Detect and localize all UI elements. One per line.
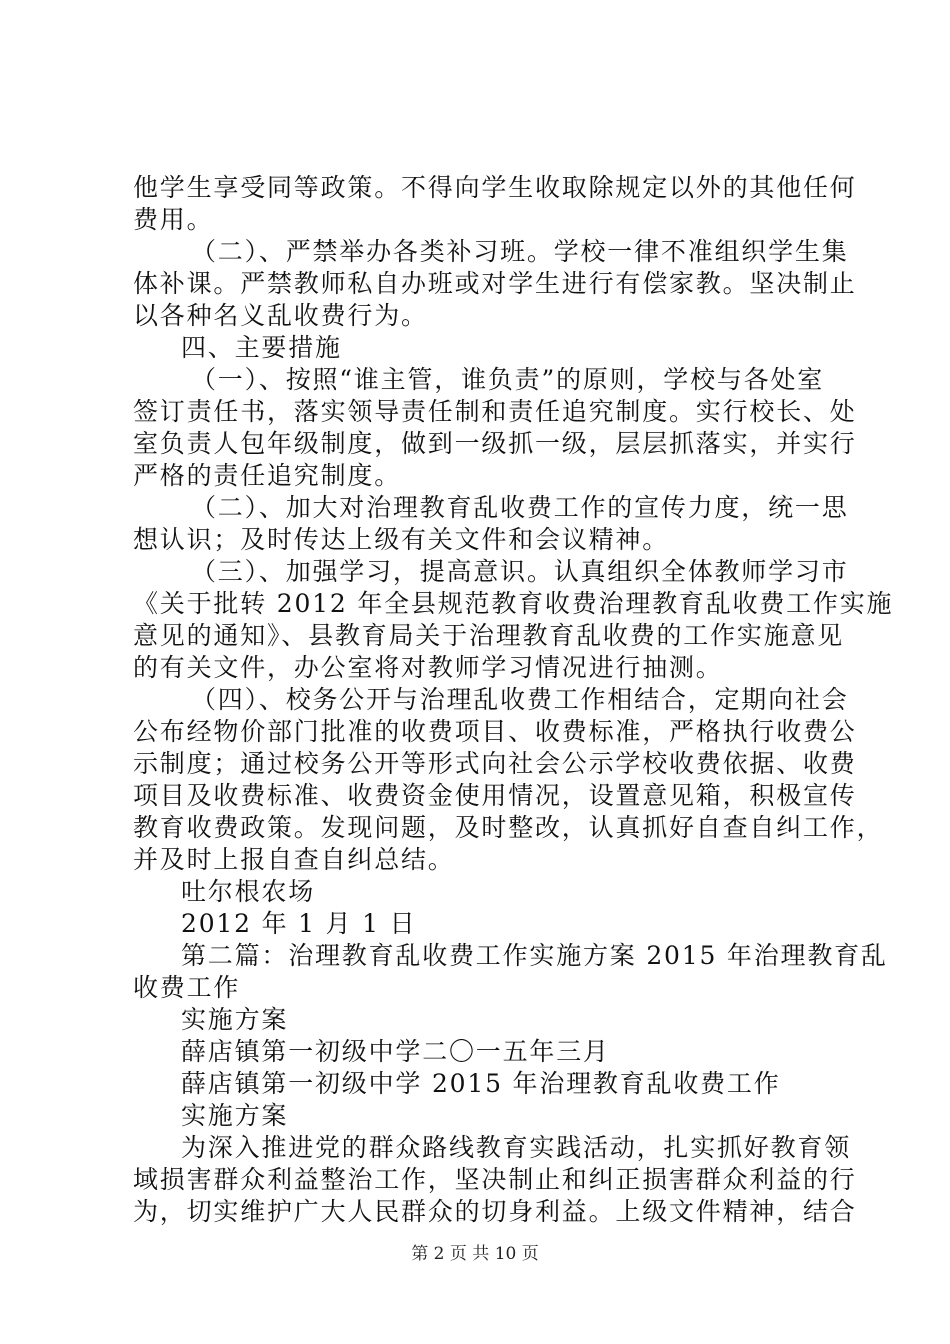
text-line: （二）、严禁举办各类补习班。学校一律不准组织学生集 — [191, 237, 849, 266]
text-line: 域损害群众利益整治工作，坚决制止和纠正损害群众利益的行 — [133, 1165, 857, 1194]
text-line: 《关于批转 2012 年全县规范教育收费治理教育乱收费工作实施 — [133, 589, 894, 618]
text-line: 意见的通知》、县教育局关于治理教育乱收费的工作实施意见 — [133, 621, 845, 650]
text-line: 收费工作 — [133, 973, 241, 1002]
text-line: 以各种名义乱收费行为。 — [133, 301, 428, 330]
text-line: 教育收费政策。发现问题，及时整改，认真抓好自查自纠工作， — [133, 813, 884, 842]
text-line: 实施方案 — [181, 1101, 289, 1130]
text-line: （二）、加大对治理教育乱收费工作的宣传力度，统一思 — [191, 493, 849, 522]
text-line: 2012 年 1 月 1 日 — [181, 909, 417, 938]
text-line: （三）、加强学习，提高意识。认真组织全体教师学习市 — [191, 557, 849, 586]
text-line: 项目及收费标准、收费资金使用情况，设置意见箱，积极宣传 — [133, 781, 857, 810]
text-line: （一）、按照“谁主管，谁负责”的原则，学校与各处室 — [191, 365, 825, 394]
text-line: 室负责人包年级制度，做到一级抓一级，层层抓落实，并实行 — [133, 429, 857, 458]
text-line: （四）、校务公开与治理乱收费工作相结合，定期向社会 — [191, 685, 849, 714]
text-line: 第二篇：治理教育乱收费工作实施方案 2015 年治理教育乱 — [181, 941, 888, 970]
page-footer: 第 2 页 共 10 页 — [411, 1244, 539, 1264]
text-line: 并及时上报自查自纠总结。 — [133, 845, 455, 874]
text-line: 体补课。严禁教师私自办班或对学生进行有偿家教。坚决制止 — [133, 269, 857, 298]
text-line: 的有关文件，办公室将对教师学习情况进行抽测。 — [133, 653, 723, 682]
text-line: 薛店镇第一初级中学 2015 年治理教育乱收费工作 — [181, 1069, 781, 1098]
text-line: 严格的责任追究制度。 — [133, 461, 402, 490]
text-line: 为，切实维护广大人民群众的切身利益。上级文件精神，结合 — [133, 1197, 857, 1226]
text-line: 公布经物价部门批准的收费项目、收费标准，严格执行收费公 — [133, 717, 857, 746]
text-line: 费用。 — [133, 205, 214, 234]
text-line: 签订责任书，落实领导责任制和责任追究制度。实行校长、处 — [133, 397, 857, 426]
text-line: 为深入推进党的群众路线教育实践活动，扎实抓好教育领 — [181, 1133, 852, 1162]
text-line: 吐尔根农场 — [181, 877, 316, 906]
text-line: 薛店镇第一初级中学二〇一五年三月 — [181, 1037, 610, 1066]
text-line: 示制度；通过校务公开等形式向社会公示学校收费依据、收费 — [133, 749, 857, 778]
document-body — [133, 172, 894, 1228]
text-line: 想认识；及时传达上级有关文件和会议精神。 — [133, 525, 670, 554]
text-line: 四、主要措施 — [181, 333, 342, 362]
text-line: 实施方案 — [181, 1005, 289, 1034]
text-line: 他学生享受同等政策。不得向学生收取除规定以外的其他任何 — [133, 173, 857, 202]
